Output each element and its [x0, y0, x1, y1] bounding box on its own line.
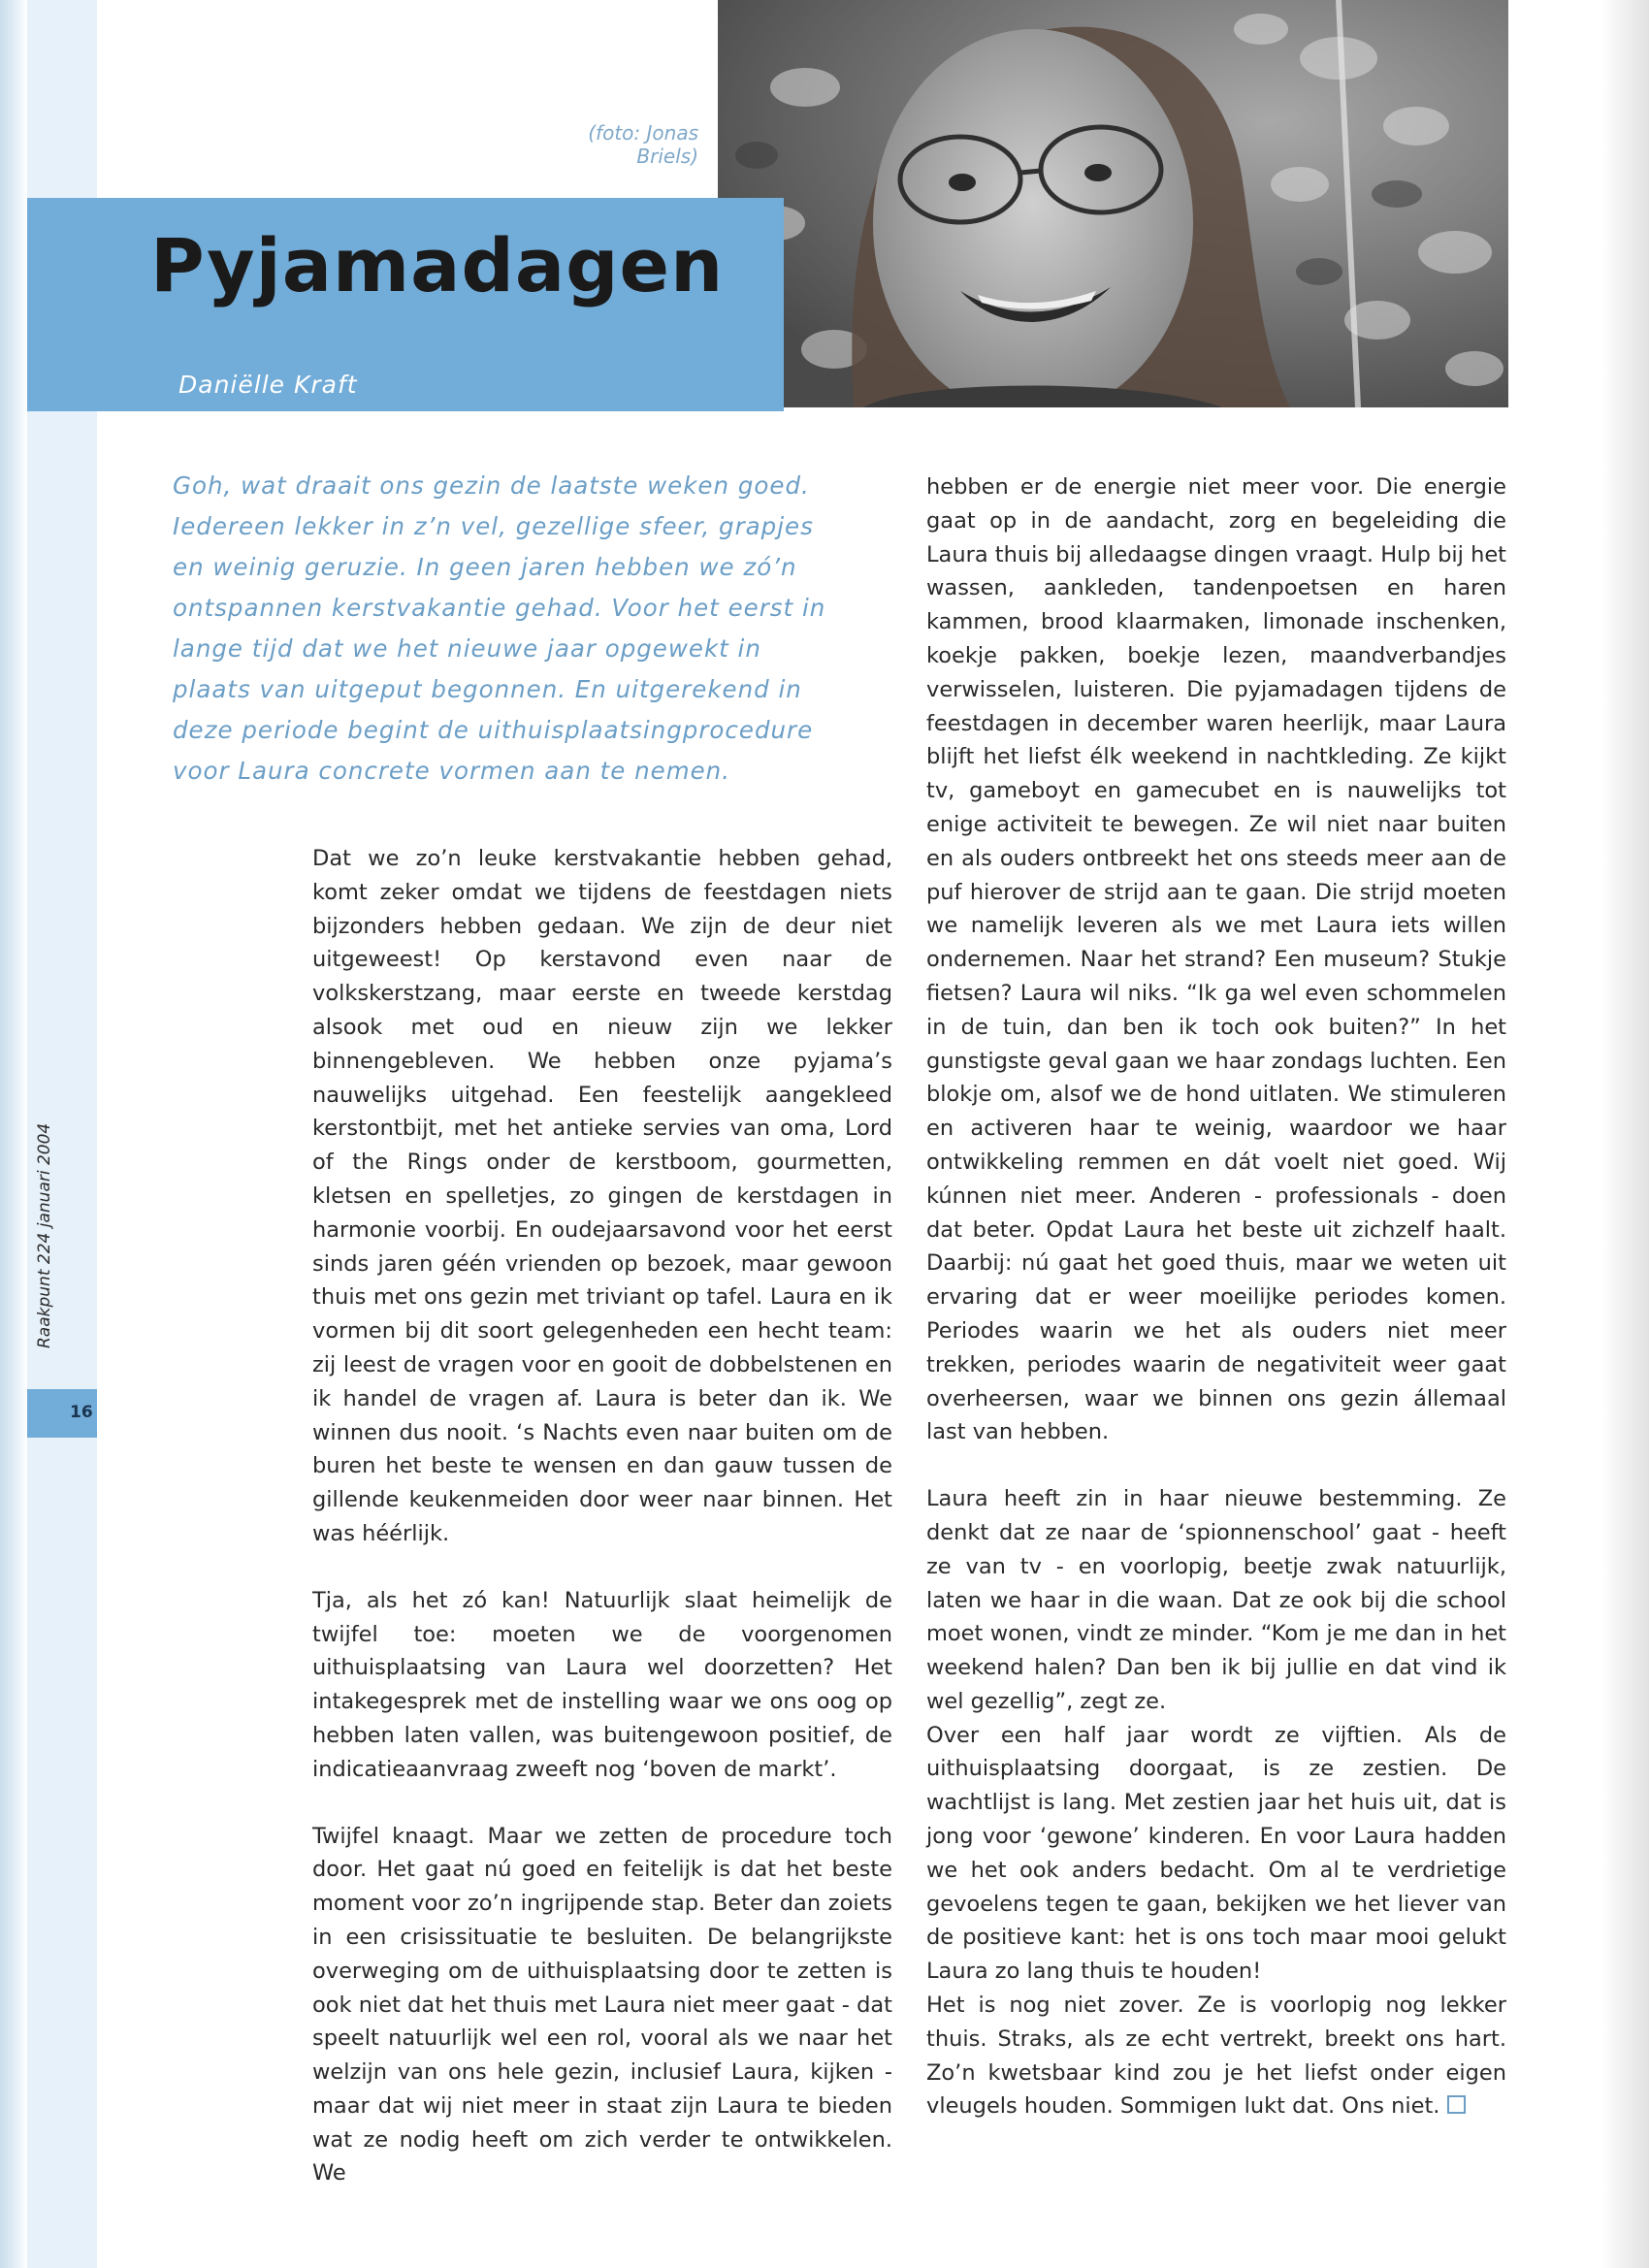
photo-credit: (foto: Jonas Briels): [588, 121, 698, 168]
page-number: 16: [70, 1403, 93, 1422]
final-paragraph-text: Het is nog niet zover. Ze is voorlopig nog lekker thuis. Straks, als ze echt vertrekt, breekt ons hart. Zo’n kwetsbaar kind zou je het liefst onder eigen vleugels houden. Sommigen lukt dat. Ons niet.: [926, 1993, 1506, 2120]
body-paragraph: Laura heeft zin in haar nieuwe bestemming. Ze denkt dat ze naar de ‘spionnenschool’ gaat - heeft ze van tv - en voorlopig, beetje zwak natuurlijk, laten we haar in die waan. Dat ze ook bij die school moet wonen, vindt ze minder. “Kom je me dan in het weekend halen? Dan ben ik bij jullie en dat vind ik wel gezellig”, zegt ze.: [926, 1486, 1506, 1714]
article-title: Pyjamadagen: [150, 222, 725, 308]
right-column: [926, 470, 1506, 2123]
running-head-text: Raakpunt 224 januari 2004: [35, 1122, 54, 1348]
body-paragraph: Twijfel knaagt. Maar we zetten de procedure toch door. Het gaat nú goed en feitelijk is dat het beste moment voor zo’n ingrijpende stap. Beter dan zoiets in een crisissituatie te besluiten. De belangrijkste overweging om de uithuisplaatsing door te zetten is ook niet dat het thuis met Laura niet meer gaat - dat speelt natuurlijk wel een rol, vooral als we naar het welzijn van ons hele gezin, inclusief Laura, kijken - maar dat wij niet meer in staat zijn Laura te bieden wat ze nodig heeft om zich verder te ontwikkelen. We: [312, 1823, 892, 2187]
body-paragraph: hebben er de energie niet meer voor. Die energie gaat op in de aandacht, zorg en begeleiding die Laura thuis bij alledaagse dingen vraagt. Hulp bij het wassen, aankleden, tandenpoetsen en haren kammen, brood klaarmaken, limonade inschenken, koekje pakken, boekje lezen, maandverbandjes verwisselen, luisteren. Die pyjamadagen tijdens de feestdagen in december waren heerlijk, maar Laura blijft het liefst élk weekend in nachtkleding. Ze kijkt tv, gameboyt en gamecubet en is nauwelijks tot enige activiteit te bewegen. Ze wil niet naar buiten en als ouders ontbreekt het ons steeds meer aan de puf hierover de strijd aan te gaan. Die strijd moeten we namelijk leveren als we met Laura iets willen ondernemen. Naar het strand? Een museum? Stukje fietsen? Laura wil niks. “Ik ga wel even schommelen in de tuin, dan ben ik toch ook buiten?” In het gunstigste geval gaan we haar zondags luchten. Een blokje om, alsof we de hond uitlaten. We stimuleren en activeren haar te weinig, waardoor we haar ontwikkeling remmen en dát voelt niet goed. Wij kúnnen niet meer. Anderen - professionals - doen dat beter. Opdat Laura het beste uit zichzelf haalt. Daarbij: nú gaat het goed thuis, maar we weten uit ervaring dat er weer moeilijke periodes komen. Periodes waarin we het als ouders niet meer trekken, periodes waarin de negativiteit weer gaat overheersen, waar we binnen ons gezin állemaal last van hebben.: [926, 474, 1506, 1445]
article-intro: Goh, wat draait ons gezin de laatste weken goed. Iedereen lekker in z’n vel, gezellige sfeer, grapjes en weinig geruzie. In geen jaren hebben we zó’n ontspannen kerstvakantie gehad. Voor het eerst in lange tijd dat we het nieuwe jaar opgewekt in plaats van uitgeput begonnen. En uitgerekend in deze periode begint de uithuisplaatsingprocedure voor Laura concrete vormen aan te nemen.: [173, 471, 826, 785]
page-edge: [0, 0, 27, 2268]
body-paragraph: Tja, als het zó kan! Natuurlijk slaat heimelijk de twijfel toe: moeten we de voorgenomen uithuisplaatsing van Laura wel doorzetten? Het intakegesprek met de instelling waar we ons oog op hebben laten vallen, was buitengewoon positief, de indicatieaanvraag zweeft nog ‘boven de markt’.: [312, 1587, 892, 1782]
page-fold-shadow: [1602, 0, 1649, 2268]
body-paragraph: Dat we zo’n leuke kerstvakantie hebben gehad, komt zeker omdat we tijdens de feestdagen niets bijzonders hebben gedaan. We zijn de deur niet uitgeweest! Op kerstavond even naar de volkskerstzang, maar eerste en tweede kerstdag alsook met oud en nieuw zijn we lekker binnengebleven. We hebben onze pyjama’s nauwelijks uitgehad. Een feestelijk aangekleed kerstontbijt, met het antieke servies van oma, Lord of the Rings onder de kerstboom, gourmetten, kletsen en spelletjes, zo gingen de kerstdagen in harmonie voorbij. En oudejaarsavond voor het eerst sinds jaren géén vrienden op bezoek, maar gewoon thuis met ons gezin met triviant op tafel. Laura en ik vormen bij dit soort gelegenheden een hecht team: zij leest de vragen voor en gooit de dobbelstenen en ik handel de vragen af. Laura is beter dan ik. We winnen dus nooit. ‘s Nachts even naar buiten om de buren het beste te wensen en dan gauw tussen de gillende keukenmeiden door weer naar binnen. Het was héérlijk.: [312, 846, 892, 1546]
article-photo: [718, 0, 1508, 407]
article-author: Daniëlle Kraft: [178, 371, 358, 399]
left-column: [312, 842, 892, 2223]
final-paragraph: [926, 1989, 1506, 2123]
body-paragraph: Over een half jaar wordt ze vijftien. Als de uithuisplaatsing doorgaat, is ze zestien. De wachtlijst is lang. Met zestien jaar het huis uit, dat is jong voor ‘gewone’ kinderen. En voor Laura hadden we het ook anders bedacht. Om al te verdrietige gevoelens tegen te gaan, bekijken we het liever van de positieve kant: het is ons toch maar mooi gelukt Laura zo lang thuis te houden!: [926, 1722, 1506, 1985]
end-of-article-mark: [1447, 2095, 1466, 2114]
